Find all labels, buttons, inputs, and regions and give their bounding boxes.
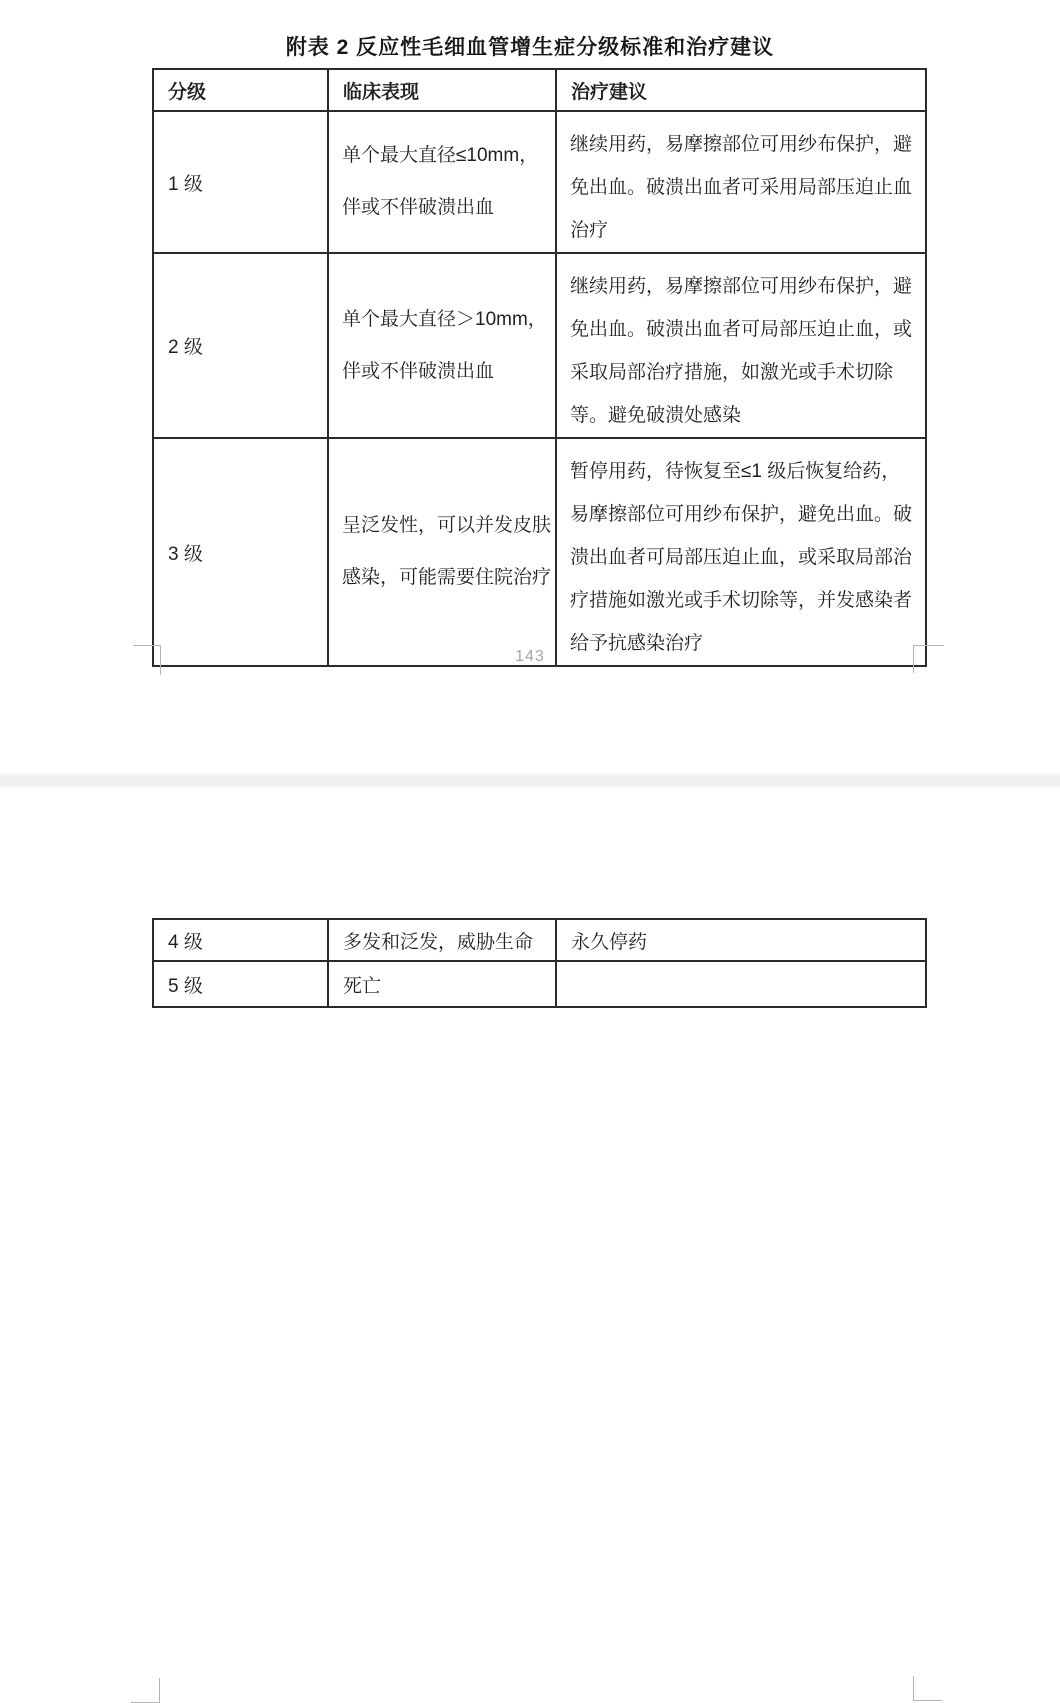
col-header-clinical: 临床表现: [328, 69, 556, 111]
grade-cell: 5 级: [153, 961, 328, 1007]
table-row-grade-5: [153, 961, 926, 1007]
grade-cell: 1 级: [153, 111, 328, 253]
col-header-treatment: 治疗建议: [556, 69, 926, 111]
treatment-cell: [556, 961, 926, 1007]
clinical-cell: 单个最大直径≤10mm，伴或不伴破溃出血: [328, 111, 556, 253]
treatment-cell: 继续用药，易摩擦部位可用纱布保护，避免出血。破溃出血者可采用局部压迫止血治疗: [556, 111, 926, 253]
table-title: 附表 2 反应性毛细血管增生症分级标准和治疗建议: [285, 36, 775, 59]
treatment-cell: 继续用药，易摩擦部位可用纱布保护，避免出血。破溃出血者可局部压迫止血，或采取局部治疗措施，如激光或手术切除等。避免破溃处感染: [556, 253, 926, 438]
grade-cell: 3 级: [153, 438, 328, 666]
page-1: [0, 0, 1060, 774]
grading-table-main: [152, 68, 927, 667]
text-boundary-corner-mark: [131, 1678, 160, 1703]
clinical-cell: 呈泛发性，可以并发皮肤感染，可能需要住院治疗: [328, 438, 556, 666]
text-boundary-corner-mark: [913, 1676, 942, 1701]
grade-cell: 2 级: [153, 253, 328, 438]
treatment-cell: 暂停用药，待恢复至≤1 级后恢复给药，易摩擦部位可用纱布保护，避免出血。破溃出血者可局部压迫止血，或采取局部治疗措施如激光或手术切除等，并发感染者给予抗感染治疗: [556, 438, 926, 666]
grade-cell: 4 级: [153, 919, 328, 961]
table-row-grade-4: [153, 919, 926, 961]
table-row-grade-1: [153, 111, 926, 253]
col-header-grade: 分级: [153, 69, 328, 111]
clinical-cell: 多发和泛发，威胁生命: [328, 919, 556, 961]
table-row-grade-3: [153, 438, 926, 666]
table-header-row: [153, 69, 926, 111]
grading-table-continued: [152, 918, 927, 1008]
clinical-cell: 单个最大直径＞10mm，伴或不伴破溃出血: [328, 253, 556, 438]
table-row-grade-2: [153, 253, 926, 438]
page-separator: [0, 773, 1060, 788]
treatment-cell: 永久停药: [556, 919, 926, 961]
page-number: 143: [515, 648, 545, 665]
clinical-cell: 死亡: [328, 961, 556, 1007]
